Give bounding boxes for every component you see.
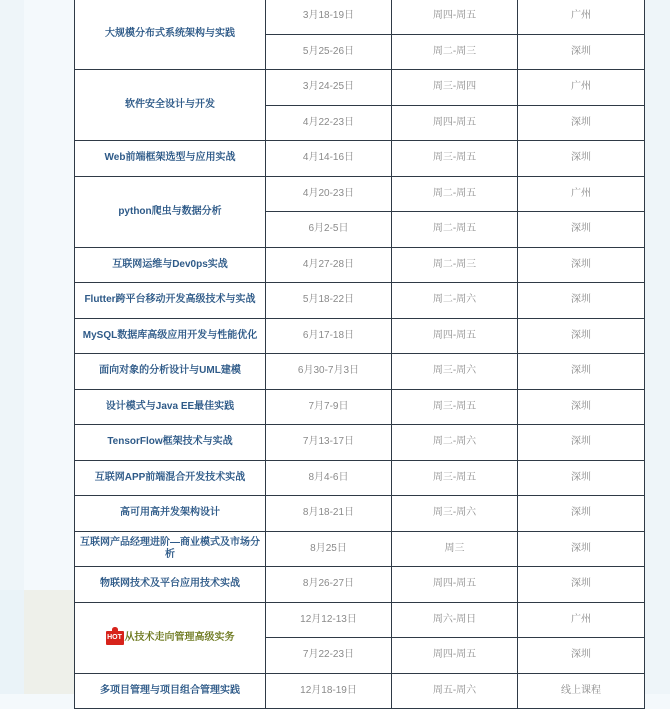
schedule-body [75, 0, 645, 709]
course-name-cell[interactable]: 大规模分布式系统架构与实践 [75, 0, 266, 70]
weekday-cell: 周四-周五 [392, 318, 518, 354]
course-name-cell[interactable] [75, 602, 266, 673]
date-cell: 6月2-5日 [266, 212, 392, 248]
city-cell: 深圳 [518, 247, 645, 283]
table-row [75, 0, 645, 34]
city-cell: 广州 [518, 176, 645, 212]
course-name-cell[interactable]: Web前端框架选型与应用实战 [75, 141, 266, 177]
city-cell: 深圳 [518, 283, 645, 319]
date-cell: 8月26-27日 [266, 567, 392, 603]
city-cell: 深圳 [518, 425, 645, 461]
course-name-cell[interactable]: 软件安全设计与开发 [75, 70, 266, 141]
table-row [75, 283, 645, 319]
date-cell: 3月24-25日 [266, 70, 392, 106]
weekday-cell: 周三-周六 [392, 354, 518, 390]
date-cell: 4月27-28日 [266, 247, 392, 283]
course-name-cell[interactable]: Flutter跨平台移动开发高级技术与实战 [75, 283, 266, 319]
city-cell: 线上课程 [518, 673, 645, 709]
date-cell: 6月17-18日 [266, 318, 392, 354]
date-cell: 6月30-7月3日 [266, 354, 392, 390]
city-cell: 广州 [518, 0, 645, 34]
table-row [75, 389, 645, 425]
date-cell: 8月18-21日 [266, 496, 392, 532]
table-row [75, 567, 645, 603]
course-name-cell[interactable]: 物联网技术及平台应用技术实战 [75, 567, 266, 603]
table-row [75, 460, 645, 496]
table-row [75, 531, 645, 567]
city-cell: 深圳 [518, 105, 645, 141]
weekday-cell: 周二-周五 [392, 176, 518, 212]
date-cell: 4月22-23日 [266, 105, 392, 141]
weekday-cell: 周二-周五 [392, 212, 518, 248]
city-cell: 深圳 [518, 34, 645, 70]
weekday-cell: 周三-周五 [392, 460, 518, 496]
city-cell: 深圳 [518, 212, 645, 248]
course-name-cell[interactable]: 互联网APP前端混合开发技术实战 [75, 460, 266, 496]
table-row [75, 318, 645, 354]
course-name-cell[interactable]: 高可用高并发架构设计 [75, 496, 266, 532]
table-row [75, 176, 645, 212]
table-row [75, 602, 645, 638]
weekday-cell: 周三-周六 [392, 496, 518, 532]
weekday-cell: 周二-周六 [392, 425, 518, 461]
weekday-cell: 周六-周日 [392, 602, 518, 638]
course-name-cell[interactable]: 互联网产品经理进阶—商业模式及市场分析 [75, 531, 266, 567]
table-row [75, 673, 645, 709]
city-cell: 深圳 [518, 567, 645, 603]
left-margin-strip [0, 590, 24, 694]
table-row [75, 354, 645, 390]
table-row [75, 247, 645, 283]
date-cell: 7月13-17日 [266, 425, 392, 461]
date-cell: 8月25日 [266, 531, 392, 567]
right-margin [644, 0, 670, 694]
date-cell: 4月14-16日 [266, 141, 392, 177]
date-cell: 7月7-9日 [266, 389, 392, 425]
weekday-cell: 周二-周六 [392, 283, 518, 319]
date-cell: 5月18-22日 [266, 283, 392, 319]
weekday-cell: 周三-周四 [392, 70, 518, 106]
date-cell: 12月12-13日 [266, 602, 392, 638]
city-cell: 深圳 [518, 460, 645, 496]
course-schedule-table [74, 0, 645, 709]
weekday-cell: 周二-周三 [392, 247, 518, 283]
weekday-cell: 周二-周三 [392, 34, 518, 70]
course-name-cell[interactable]: 互联网运维与Dev0ps实战 [75, 247, 266, 283]
city-cell: 广州 [518, 70, 645, 106]
weekday-cell: 周四-周五 [392, 105, 518, 141]
date-cell: 3月18-19日 [266, 0, 392, 34]
weekday-cell: 周五-周六 [392, 673, 518, 709]
date-cell: 4月20-23日 [266, 176, 392, 212]
course-name-cell[interactable]: 多项目管理与项目组合管理实践 [75, 673, 266, 709]
city-cell: 广州 [518, 602, 645, 638]
course-name-cell[interactable]: 设计模式与Java EE最佳实践 [75, 389, 266, 425]
left-margin-accent [24, 590, 74, 694]
city-cell: 深圳 [518, 531, 645, 567]
course-name-cell[interactable]: MySQL数据库高级应用开发与性能优化 [75, 318, 266, 354]
date-cell: 8月4-6日 [266, 460, 392, 496]
city-cell: 深圳 [518, 389, 645, 425]
left-margin [0, 0, 24, 590]
date-cell: 5月25-26日 [266, 34, 392, 70]
table-row [75, 141, 645, 177]
date-cell: 12月18-19日 [266, 673, 392, 709]
weekday-cell: 周三 [392, 531, 518, 567]
city-cell: 深圳 [518, 318, 645, 354]
table-row [75, 425, 645, 461]
city-cell: 深圳 [518, 141, 645, 177]
table-row [75, 70, 645, 106]
course-name-cell[interactable]: TensorFlow框架技术与实战 [75, 425, 266, 461]
course-name-cell[interactable]: python爬虫与数据分析 [75, 176, 266, 247]
hot-badge-icon: HOT [106, 631, 124, 645]
city-cell: 深圳 [518, 638, 645, 674]
table-row [75, 496, 645, 532]
course-name: 从技术走向管理高级实务 [124, 631, 235, 643]
weekday-cell: 周三-周五 [392, 389, 518, 425]
course-name-cell[interactable]: 面向对象的分析设计与UML建模 [75, 354, 266, 390]
date-cell: 7月22-23日 [266, 638, 392, 674]
city-cell: 深圳 [518, 354, 645, 390]
weekday-cell: 周四-周五 [392, 638, 518, 674]
city-cell: 深圳 [518, 496, 645, 532]
weekday-cell: 周四-周五 [392, 567, 518, 603]
weekday-cell: 周四-周五 [392, 0, 518, 34]
weekday-cell: 周三-周五 [392, 141, 518, 177]
